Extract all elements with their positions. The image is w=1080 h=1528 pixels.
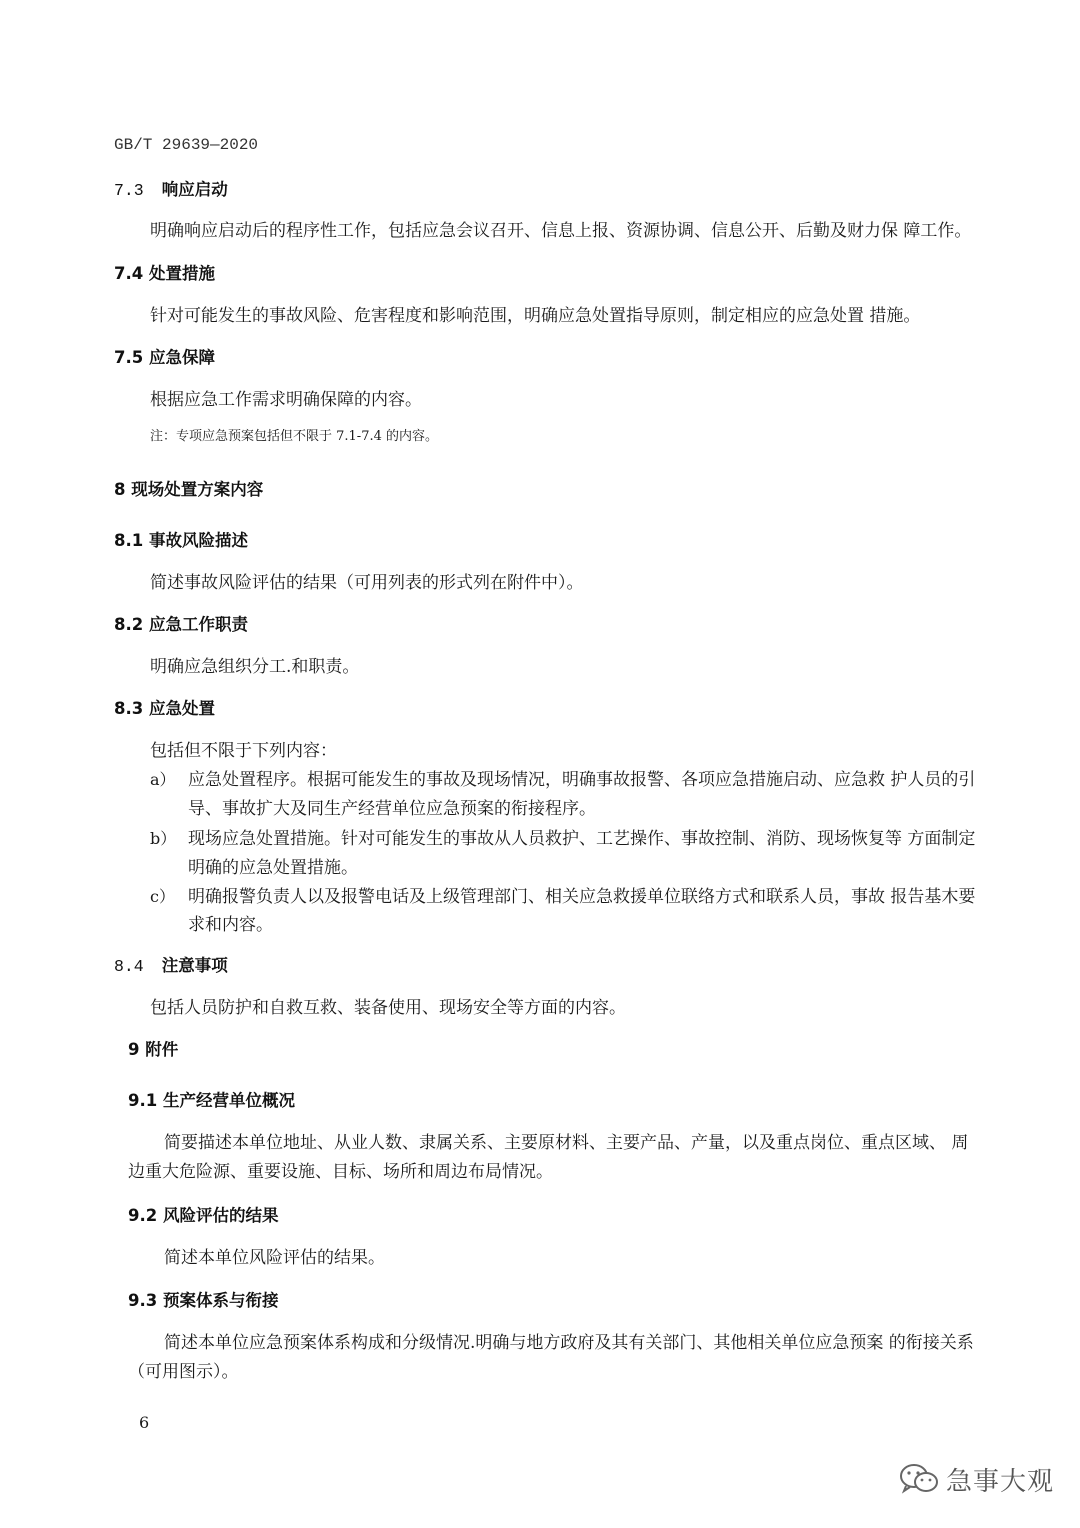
standard-number: GB/T 29639—2020 [114,136,259,154]
section-9-1-line-2: 边重大危险源、重要设施、目标、场所和周边布局情况。 [128,1162,553,1182]
list-item-c-marker: c） [150,887,175,906]
section-8-1-body: 简述事故风险评估的结果（可用列表的形式列在附件中）。 [150,573,584,593]
list-item-b-line-2: 明确的应急处置措施。 [188,858,358,878]
section-7-4-body: 针对可能发生的事故风险、危害程度和影响范围，明确应急处置指导原则，制定相应的应急处置 措施。 [150,306,921,326]
section-9-1-line-1: 简要描述本单位地址、从业人数、隶属关系、主要原材料、主要产品、产量，以及重点岗位、重点区域、 周 [164,1133,969,1153]
list-item-a-line-1: 应急处置程序。根据可能发生的事故及现场情况，明确事故报警、各项应急措施启动、应急救 护人员的引 [188,770,976,790]
section-7-4-heading: 7.4 处置措施 [114,264,215,283]
section-8-2-heading: 8.2 应急工作职责 [114,615,248,634]
section-7-5-note: 注：专项应急预案包括但不限于 7.1-7.4 的内容。 [150,429,439,444]
section-8-3-intro: 包括但不限于下列内容： [150,741,337,761]
list-item-a-line-2: 导、事故扩大及同生产经营单位应急预案的衔接程序。 [188,799,596,819]
section-title: 注意事项 [161,956,228,975]
list-item-c-line-2: 求和内容。 [188,915,273,935]
section-9-2-heading: 9.2 风险评估的结果 [128,1206,279,1225]
list-item-a-marker: a） [150,770,176,789]
wechat-logo-icon [898,1461,942,1497]
section-7-3-body: 明确响应启动后的程序性工作，包括应急会议召开、信息上报、资源协调、信息公开、后勤及财力保 障工作。 [150,221,972,241]
section-8-1-heading: 8.1 事故风险描述 [114,531,248,550]
chapter-8-heading: 8 现场处置方案内容 [114,480,264,499]
section-8-3-heading: 8.3 应急处置 [114,699,215,718]
list-item-b-marker: b） [150,829,177,848]
section-title: 响应启动 [161,180,228,199]
section-9-2-body: 简述本单位风险评估的结果。 [164,1248,385,1268]
section-8-2-body: 明确应急组织分工.和职责。 [150,657,360,677]
section-number: 7.3 [114,181,144,200]
chapter-9-heading: 9 附件 [128,1040,179,1059]
section-7-5-body: 根据应急工作需求明确保障的内容。 [150,390,422,410]
section-7-3-heading [114,179,228,202]
page-number: 6 [139,1413,150,1432]
watermark-text: 急事大观 [946,1466,1055,1497]
list-item-b-line-1: 现场应急处置措施。针对可能发生的事故从人员救护、工艺操作、事故控制、消防、现场恢复等 方面制定 [188,829,976,849]
section-9-3-line-2: （可用图示）。 [128,1362,239,1382]
section-9-3-heading: 9.3 预案体系与衔接 [128,1291,279,1310]
list-item-c-line-1: 明确报警负责人以及报警电话及上级管理部门、相关应急救援单位联络方式和联系人员，事故 报告基木要 [188,887,976,907]
section-9-3-line-1: 简述本单位应急预案体系构成和分级情况.明确与地方政府及其有关部门、其他相关单位应急预案 的衔接关系 [164,1333,974,1353]
section-9-1-heading: 9.1 生产经营单位概况 [128,1091,295,1110]
section-7-5-heading: 7.5 应急保障 [114,348,215,367]
watermark [898,1457,1054,1501]
section-number: 8.4 [114,957,144,976]
section-8-4-heading [114,955,228,978]
section-8-4-body: 包括人员防护和自救互救、装备使用、现场安全等方面的内容。 [150,998,626,1018]
